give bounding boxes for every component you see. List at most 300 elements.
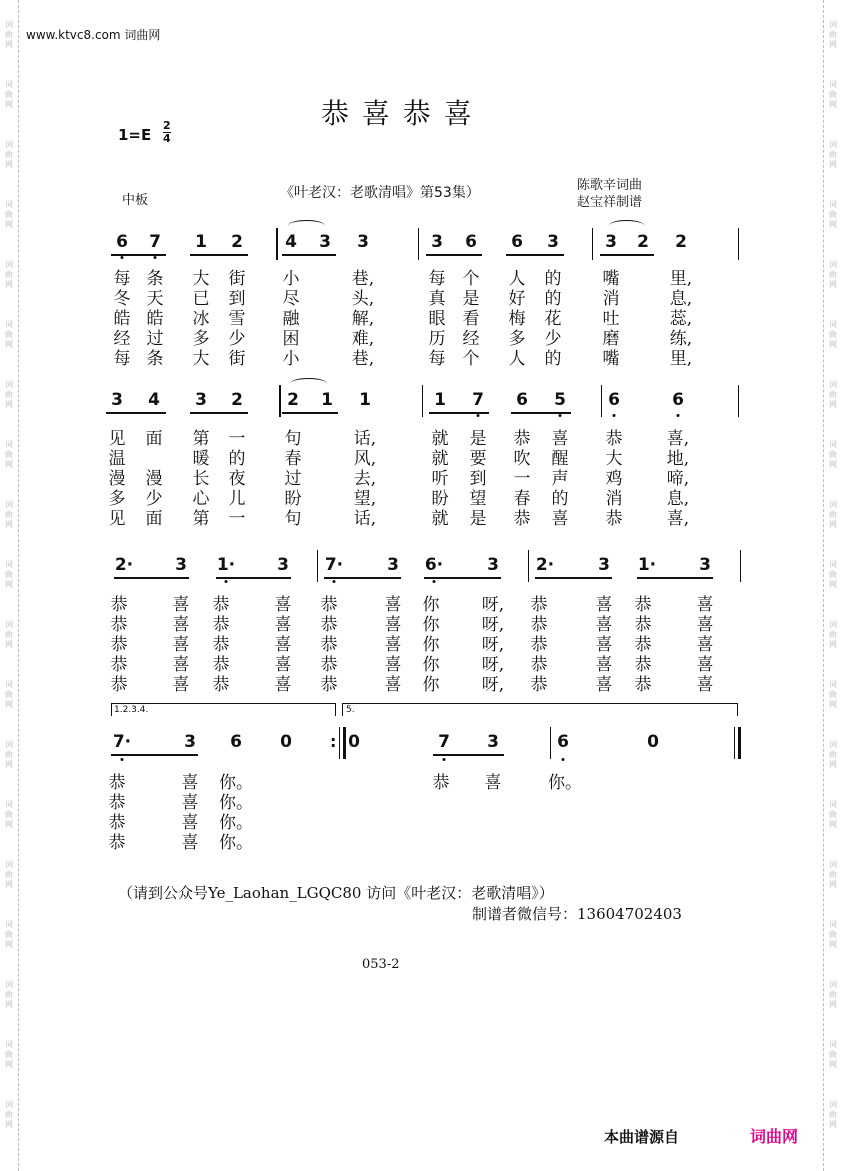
lyric-char: 地, — [666, 449, 690, 469]
barline — [343, 727, 346, 759]
lyric-char: 风, — [353, 449, 377, 469]
lyric-char: 喜 — [384, 655, 402, 675]
lyric-char: 一 — [513, 469, 531, 489]
octave-dot-below — [333, 580, 336, 583]
lyric-char: 融 — [282, 309, 300, 329]
watermark-text: 词 曲 网 — [5, 920, 13, 949]
lyric-char: 小 — [282, 269, 300, 289]
note: 7 — [149, 232, 161, 252]
lyric-char: 喜 — [274, 595, 292, 615]
lyric-char: 喜 — [551, 509, 569, 529]
lyric-char: 漫 — [108, 469, 126, 489]
lyric-char: 望 — [469, 489, 487, 509]
lyric-char: 呀, — [481, 655, 505, 675]
right-watermark-strip — [823, 0, 842, 1171]
beam-underline — [190, 254, 248, 256]
note: 6 — [516, 390, 528, 410]
lyric-char: 句 — [284, 429, 302, 449]
lyric-char: 每 — [113, 349, 131, 369]
lyric-char: 温 — [108, 449, 126, 469]
note: 2· — [535, 555, 555, 575]
note: 7 — [472, 390, 484, 410]
lyric-char: 多 — [508, 329, 526, 349]
beam-underline — [282, 254, 336, 256]
lyric-char: 你 — [422, 635, 440, 655]
arranger-credit: 赵宝祥制谱 — [577, 195, 643, 210]
lyric-char: 困 — [282, 329, 300, 349]
lyric-char: 啼, — [666, 469, 690, 489]
beam-underline — [511, 412, 571, 414]
watermark-text: 词 曲 网 — [829, 320, 837, 349]
note: 6 — [557, 732, 569, 752]
note: 3 — [699, 555, 711, 575]
barline — [740, 550, 741, 582]
lyric-char: 的 — [544, 349, 562, 369]
lyric-char: 你。 — [548, 773, 582, 793]
lyric-char: 喜 — [274, 635, 292, 655]
lyric-char: 喜 — [384, 675, 402, 695]
lyric-char: 恭 — [110, 675, 128, 695]
barline — [276, 228, 278, 260]
site-url: www.ktvc8.com 词曲网 — [26, 28, 161, 42]
note: 3 — [357, 232, 369, 252]
lyric-char: 春 — [513, 489, 531, 509]
watermark-text: 词 曲 网 — [5, 980, 13, 1009]
slur — [290, 378, 327, 389]
lyric-char: 到 — [469, 469, 487, 489]
lyric-char: 里, — [669, 349, 693, 369]
note: 5 — [554, 390, 566, 410]
note: 2 — [231, 390, 243, 410]
lyric-char: 喜 — [172, 595, 190, 615]
note: 3 — [195, 390, 207, 410]
lyric-char: 喜 — [595, 675, 613, 695]
lyric-char: 喜, — [666, 429, 690, 449]
lyric-char: 喜 — [595, 635, 613, 655]
lyric-char: 第 — [192, 429, 210, 449]
lyric-char: 恭 — [110, 635, 128, 655]
lyric-char: 喜 — [551, 429, 569, 449]
lyric-char: 恭 — [320, 675, 338, 695]
volta-2-bracket — [342, 703, 738, 716]
lyric-char: 条 — [146, 269, 164, 289]
lyric-char: 就 — [431, 509, 449, 529]
note: 6 — [672, 390, 684, 410]
lyric-char: 喜 — [172, 615, 190, 635]
lyric-char: 喜 — [384, 595, 402, 615]
octave-dot-below — [121, 256, 124, 259]
beam-underline — [114, 577, 189, 579]
lyric-char: 喜 — [384, 615, 402, 635]
lyric-char: 恭 — [110, 615, 128, 635]
watermark-text: 词 曲 网 — [829, 680, 837, 709]
watermark-text: 词 曲 网 — [829, 20, 837, 49]
lyric-char: 见 — [108, 429, 126, 449]
octave-dot-below — [154, 256, 157, 259]
lyric-char: 呀, — [481, 615, 505, 635]
lyric-char: 少 — [228, 329, 246, 349]
left-watermark-strip — [0, 0, 19, 1171]
note: 3 — [605, 232, 617, 252]
beam-underline — [426, 254, 482, 256]
lyric-char: 恭 — [530, 595, 548, 615]
watermark-text: 词 曲 网 — [5, 1040, 13, 1069]
volta-2-label: 5. — [346, 705, 355, 715]
lyric-char: 夜 — [228, 469, 246, 489]
lyric-char: 漫 — [145, 469, 163, 489]
lyric-char: 经 — [113, 329, 131, 349]
lyric-char: 条 — [146, 349, 164, 369]
lyric-char: 暖 — [192, 449, 210, 469]
lyric-char: 鸡 — [605, 469, 623, 489]
note: 3 — [598, 555, 610, 575]
lyric-char: 恭 — [634, 675, 652, 695]
lyric-char: 听 — [431, 469, 449, 489]
lyric-char: 喜 — [181, 773, 199, 793]
octave-dot-below — [121, 758, 124, 761]
note: 3 — [111, 390, 123, 410]
watermark-text: 词 曲 网 — [829, 800, 837, 829]
footer-wechat: 制谱者微信号：13604702403 — [472, 905, 682, 923]
lyric-char: 吐 — [602, 309, 620, 329]
watermark-text: 词 曲 网 — [5, 860, 13, 889]
octave-dot-below — [225, 580, 228, 583]
barline — [738, 385, 739, 417]
note: 1· — [637, 555, 657, 575]
beam-underline — [637, 577, 713, 579]
lyric-char: 吹 — [513, 449, 531, 469]
lyric-char: 喜 — [696, 675, 714, 695]
lyric-char: 喜 — [384, 635, 402, 655]
lyric-char: 一 — [228, 509, 246, 529]
lyric-char: 难, — [351, 329, 375, 349]
lyric-char: 面 — [145, 429, 163, 449]
lyric-char: 喜 — [595, 655, 613, 675]
barline — [601, 385, 602, 417]
lyric-char: 要 — [469, 449, 487, 469]
lyric-char: 人 — [508, 349, 526, 369]
beam-underline — [216, 577, 291, 579]
lyric-char: 嘴 — [602, 349, 620, 369]
lyric-char: 巷, — [351, 269, 375, 289]
lyric-char: 喜 — [696, 655, 714, 675]
page-title: 恭 喜 恭 喜 — [321, 97, 474, 130]
beam-underline — [106, 412, 166, 414]
beam-underline — [429, 412, 489, 414]
lyric-char: 喜 — [274, 615, 292, 635]
lyric-char: 皓 — [146, 309, 164, 329]
lyric-char: 大 — [192, 349, 210, 369]
watermark-text: 词 曲 网 — [5, 500, 13, 529]
octave-dot-below — [433, 580, 436, 583]
watermark-text: 词 曲 网 — [5, 800, 13, 829]
lyric-char: 看 — [462, 309, 480, 329]
note: 7· — [112, 732, 132, 752]
lyric-char: 过 — [146, 329, 164, 349]
lyric-char: 磨 — [602, 329, 620, 349]
slur — [288, 220, 325, 231]
beam-underline — [424, 577, 501, 579]
lyric-char: 已 — [192, 289, 210, 309]
lyric-char: 喜 — [181, 813, 199, 833]
lyric-char: 盼 — [284, 489, 302, 509]
lyric-char: 喜 — [484, 773, 502, 793]
note: 1 — [321, 390, 333, 410]
watermark-text: 词 曲 网 — [829, 500, 837, 529]
lyric-char: 冬 — [113, 289, 131, 309]
lyric-char: 息, — [669, 289, 693, 309]
lyric-char: 恭 — [320, 635, 338, 655]
lyric-char: 长 — [192, 469, 210, 489]
lyric-char: 到 — [228, 289, 246, 309]
barline — [734, 727, 735, 759]
beam-underline — [535, 577, 612, 579]
watermark-text: 词 曲 网 — [5, 80, 13, 109]
lyric-char: 过 — [284, 469, 302, 489]
lyric-char: 恭 — [432, 773, 450, 793]
lyric-char: 声 — [551, 469, 569, 489]
lyric-char: 呀, — [481, 595, 505, 615]
note: 1 — [359, 390, 371, 410]
lyric-char: 街 — [228, 269, 246, 289]
watermark-text: 词 曲 网 — [829, 440, 837, 469]
note: 1 — [195, 232, 207, 252]
lyric-char: 恭 — [212, 675, 230, 695]
lyric-char: 喜 — [696, 595, 714, 615]
time-signature: 2 4 — [163, 119, 171, 145]
source-label: 本曲谱源自 — [604, 1128, 680, 1146]
watermark-text: 词 曲 网 — [829, 860, 837, 889]
octave-dot-below — [613, 414, 616, 417]
watermark-text: 词 曲 网 — [829, 980, 837, 1009]
lyric-char: 恭 — [212, 615, 230, 635]
lyric-char: 尽 — [282, 289, 300, 309]
watermark-text: 词 曲 网 — [829, 260, 837, 289]
lyric-char: 喜, — [666, 509, 690, 529]
lyric-char: 恭 — [108, 813, 126, 833]
note: 3 — [184, 732, 196, 752]
beam-underline — [600, 254, 654, 256]
lyric-char: 恭 — [530, 635, 548, 655]
lyric-char: 恭 — [634, 635, 652, 655]
lyric-char: 个 — [462, 349, 480, 369]
repeat-dots: : — [330, 732, 337, 751]
lyric-char: 句 — [284, 509, 302, 529]
lyric-char: 见 — [108, 509, 126, 529]
watermark-text: 词 曲 网 — [829, 200, 837, 229]
lyric-char: 巷, — [351, 349, 375, 369]
lyric-char: 多 — [192, 329, 210, 349]
watermark-text: 词 曲 网 — [5, 200, 13, 229]
watermark-text: 词 曲 网 — [829, 740, 837, 769]
lyric-char: 面 — [145, 509, 163, 529]
lyric-char: 醒 — [551, 449, 569, 469]
lyric-char: 眼 — [428, 309, 446, 329]
lyric-char: 恭 — [108, 793, 126, 813]
barline — [279, 385, 281, 417]
lyric-char: 你。 — [219, 793, 253, 813]
note: 2 — [287, 390, 299, 410]
lyric-char: 儿 — [228, 489, 246, 509]
lyric-char: 你。 — [219, 813, 253, 833]
footer-note: （请到公众号Ye_Laohan_LGQC80 访问《叶老汉：老歌清唱》） — [118, 884, 554, 902]
watermark-text: 词 曲 网 — [5, 620, 13, 649]
lyric-char: 个 — [462, 269, 480, 289]
lyric-char: 喜 — [696, 615, 714, 635]
barline — [528, 550, 529, 582]
lyric-char: 盼 — [431, 489, 449, 509]
lyric-char: 街 — [228, 349, 246, 369]
lyric-char: 消 — [602, 289, 620, 309]
lyric-char: 雪 — [228, 309, 246, 329]
note: 1 — [434, 390, 446, 410]
lyric-char: 喜 — [172, 635, 190, 655]
lyric-char: 头, — [351, 289, 375, 309]
lyric-char: 恭 — [320, 615, 338, 635]
lyric-char: 恭 — [634, 615, 652, 635]
beam-underline — [190, 412, 248, 414]
slur — [609, 220, 644, 231]
octave-dot-below — [477, 414, 480, 417]
lyric-char: 恭 — [513, 429, 531, 449]
lyric-char: 恭 — [212, 655, 230, 675]
note: 3 — [431, 232, 443, 252]
barline — [422, 385, 423, 417]
lyric-char: 每 — [428, 269, 446, 289]
watermark-text: 词 曲 网 — [829, 560, 837, 589]
watermark-text: 词 曲 网 — [829, 620, 837, 649]
lyric-char: 喜 — [696, 635, 714, 655]
lyric-char: 里, — [669, 269, 693, 289]
lyric-char: 恭 — [530, 675, 548, 695]
lyric-char: 的 — [544, 289, 562, 309]
note: 6 — [230, 732, 242, 752]
note: 3 — [547, 232, 559, 252]
lyric-char: 恭 — [634, 655, 652, 675]
lyric-char: 恭 — [110, 595, 128, 615]
lyric-char: 少 — [145, 489, 163, 509]
lyric-char: 是 — [469, 509, 487, 529]
note: 4 — [285, 232, 297, 252]
lyric-char: 人 — [508, 269, 526, 289]
lyric-char: 练, — [669, 329, 693, 349]
watermark-text: 词 曲 网 — [5, 440, 13, 469]
lyric-char: 好 — [508, 289, 526, 309]
lyric-char: 恭 — [108, 833, 126, 853]
lyric-char: 话, — [353, 509, 377, 529]
note: 2 — [231, 232, 243, 252]
lyric-char: 经 — [462, 329, 480, 349]
lyric-char: 就 — [431, 449, 449, 469]
note: 6 — [511, 232, 523, 252]
lyric-char: 的 — [544, 269, 562, 289]
lyric-char: 呀, — [481, 635, 505, 655]
note: 4 — [148, 390, 160, 410]
lyric-char: 一 — [228, 429, 246, 449]
watermark-text: 词 曲 网 — [5, 740, 13, 769]
source-site-link[interactable]: 词曲网 — [750, 1127, 799, 1146]
barline — [738, 228, 739, 260]
watermark-text: 词 曲 网 — [829, 140, 837, 169]
lyric-char: 恭 — [513, 509, 531, 529]
watermark-text: 词 曲 网 — [5, 260, 13, 289]
lyric-char: 第 — [192, 509, 210, 529]
watermark-text: 词 曲 网 — [5, 560, 13, 589]
barline — [738, 727, 741, 759]
lyric-char: 恭 — [530, 655, 548, 675]
lyric-char: 多 — [108, 489, 126, 509]
note: 3 — [277, 555, 289, 575]
watermark-text: 词 曲 网 — [5, 680, 13, 709]
beam-underline — [433, 754, 504, 756]
lyric-char: 嘴 — [602, 269, 620, 289]
lyric-char: 大 — [192, 269, 210, 289]
lyric-char: 你。 — [219, 833, 253, 853]
watermark-text: 词 曲 网 — [829, 1100, 837, 1129]
lyric-char: 大 — [605, 449, 623, 469]
lyric-char: 蕊, — [669, 309, 693, 329]
lyric-char: 消 — [605, 489, 623, 509]
note: 7· — [324, 555, 344, 575]
note: 2· — [114, 555, 134, 575]
note: 0 — [348, 732, 360, 752]
lyric-char: 喜 — [595, 615, 613, 635]
lyric-char: 恭 — [634, 595, 652, 615]
note: 6 — [116, 232, 128, 252]
note: 2 — [637, 232, 649, 252]
beam-underline — [506, 254, 564, 256]
barline — [592, 228, 593, 260]
lyric-char: 恭 — [605, 429, 623, 449]
tempo-marking: 中板 — [122, 193, 149, 208]
lyric-char: 喜 — [181, 793, 199, 813]
note: 1· — [216, 555, 236, 575]
lyric-char: 你 — [422, 655, 440, 675]
note: 6· — [424, 555, 444, 575]
lyric-char: 你 — [422, 675, 440, 695]
watermark-text: 词 曲 网 — [5, 1100, 13, 1129]
lyric-char: 喜 — [595, 595, 613, 615]
lyric-char: 皓 — [113, 309, 131, 329]
lyric-char: 恭 — [212, 635, 230, 655]
lyric-char: 花 — [544, 309, 562, 329]
lyricist-credit: 陈歌辛词曲 — [577, 178, 643, 193]
lyric-char: 你 — [422, 595, 440, 615]
lyric-char: 你 — [422, 615, 440, 635]
lyric-char: 呀, — [481, 675, 505, 695]
beam-underline — [111, 254, 166, 256]
lyric-char: 息, — [666, 489, 690, 509]
lyric-char: 话, — [353, 429, 377, 449]
lyric-char: 冰 — [192, 309, 210, 329]
note: 6 — [608, 390, 620, 410]
note: 3 — [387, 555, 399, 575]
barline — [418, 228, 419, 260]
octave-dot-below — [559, 414, 562, 417]
watermark-text: 词 曲 网 — [5, 380, 13, 409]
note: 7 — [438, 732, 450, 752]
lyric-char: 就 — [431, 429, 449, 449]
lyric-char: 恭 — [605, 509, 623, 529]
source-note: 《叶老汉：老歌清唱》第53集） — [280, 185, 480, 201]
lyric-char: 喜 — [181, 833, 199, 853]
beam-underline — [282, 412, 338, 414]
note: 2 — [675, 232, 687, 252]
barline — [339, 727, 340, 759]
watermark-text: 词 曲 网 — [5, 20, 13, 49]
volta-1-label: 1.2.3.4. — [114, 705, 149, 715]
lyric-char: 梅 — [508, 309, 526, 329]
